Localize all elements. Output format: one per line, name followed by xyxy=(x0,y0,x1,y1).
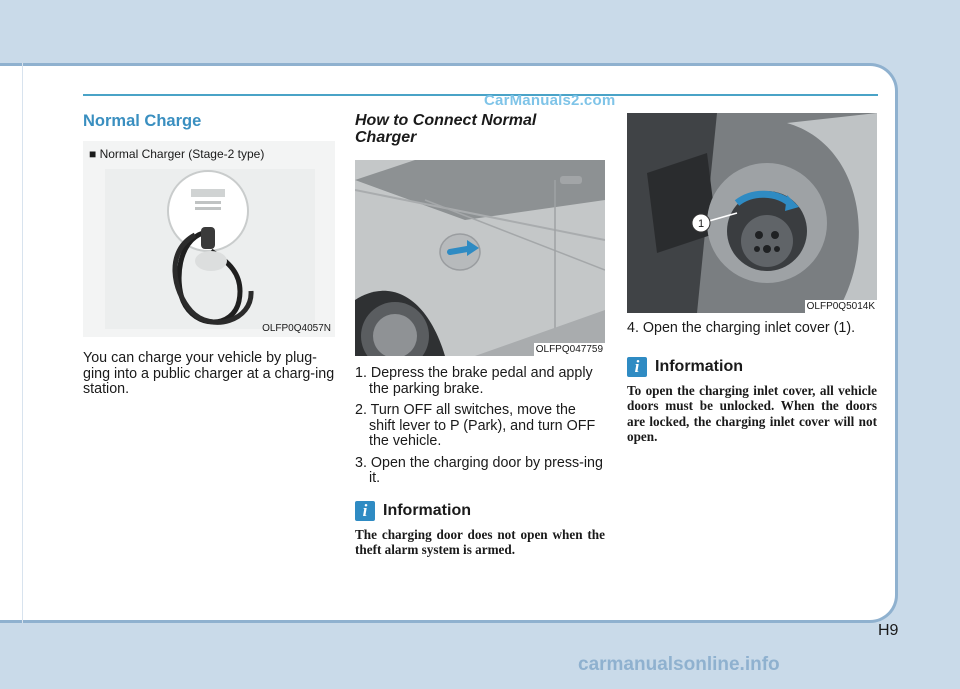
section-title: Normal Charge xyxy=(83,112,202,130)
steps-list xyxy=(355,366,605,487)
figure-code: OLFP0Q4057N xyxy=(262,323,331,334)
watermark-top: CarManuals2.com xyxy=(484,92,616,109)
info-text: The charging door does not open when the theft alarm system is armed. xyxy=(355,526,605,557)
normal-charge-paragraph: You can charge your vehicle by plug-ging into a public charger at a charg-ing station. xyxy=(83,350,335,397)
list-item: 3. Open the charging door by press-ing it. xyxy=(355,454,603,486)
charging-inlet-illustration xyxy=(627,113,877,313)
charging-door-figure xyxy=(355,160,605,356)
figure-code: OLFPQ047759 xyxy=(535,344,603,355)
header-rule xyxy=(83,94,878,96)
callout-number: 1 xyxy=(697,218,705,230)
list-item: 2. Turn OFF all switches, move the shift lever to P (Park), and turn OFF the vehicle. xyxy=(355,402,596,449)
watermark-bottom: carmanualsonline.info xyxy=(578,654,780,675)
section-title: How to Connect Normal Charger xyxy=(355,112,537,146)
charger-figure xyxy=(83,141,335,337)
column-normal-charge xyxy=(83,108,335,398)
step-text: 4. Open the charging inlet cover (1). xyxy=(627,320,856,336)
car-side-illustration xyxy=(355,160,605,356)
info-icon: i xyxy=(627,357,647,377)
info-icon: i xyxy=(355,501,375,521)
column-connect-charger xyxy=(355,108,605,558)
info-title: Information xyxy=(383,501,471,519)
column-inlet-cover xyxy=(627,108,877,445)
info-title: Information xyxy=(655,357,743,375)
info-header xyxy=(627,357,877,377)
wall-charger-illustration xyxy=(83,141,335,337)
info-header xyxy=(355,501,605,521)
charging-inlet-figure xyxy=(627,113,877,313)
list-item: 1. Depress the brake pedal and apply the parking brake. xyxy=(355,365,593,397)
figure-label: ■ Normal Charger (Stage-2 type) xyxy=(89,147,265,161)
info-text: To open the charging inlet cover, all vehicle doors must be unlocked. When the doors are locked, the charging inlet cover will not open. xyxy=(627,382,877,444)
page-number: H9 xyxy=(878,622,899,639)
figure-code: OLFP0Q5014K xyxy=(806,301,875,312)
page-margin-line xyxy=(22,63,23,623)
